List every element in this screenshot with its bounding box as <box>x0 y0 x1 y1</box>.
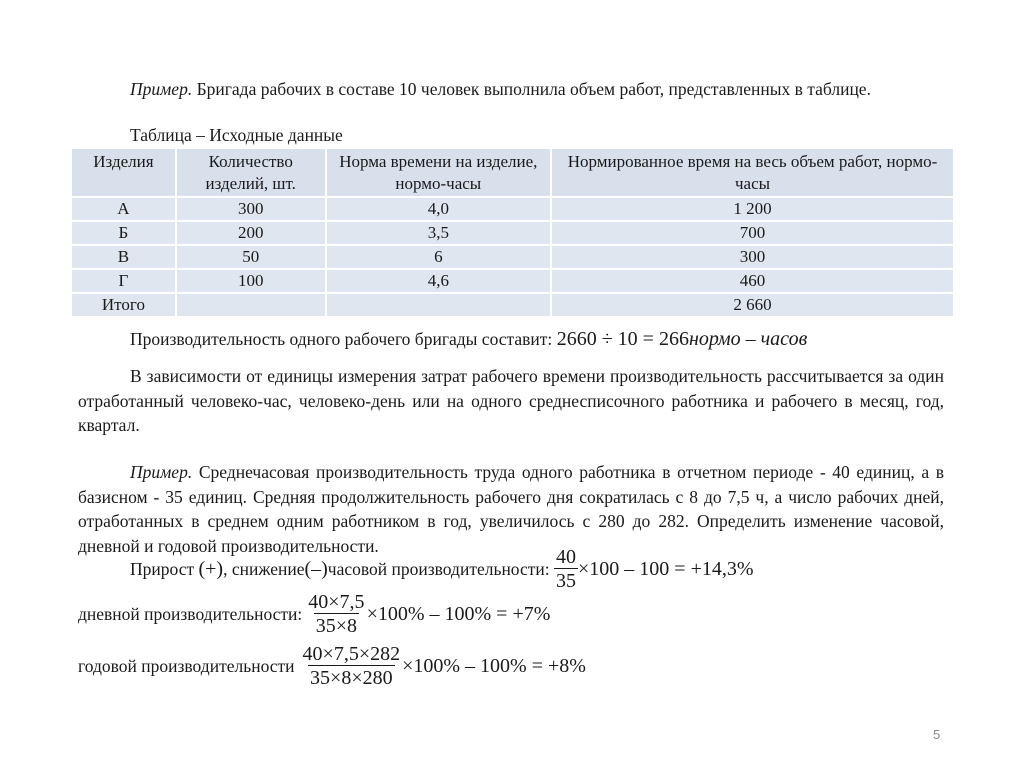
annual-growth-line <box>78 643 586 690</box>
page-number: 5 <box>933 727 941 742</box>
table-header-cell: Изделия <box>71 148 176 197</box>
intro-paragraph <box>78 77 944 102</box>
table-row <box>71 221 954 245</box>
table-cell: Итого <box>71 293 176 317</box>
daily-denominator: 35×8 <box>315 615 358 637</box>
table-cell: Б <box>71 221 176 245</box>
annual-result: ×100% – 100% = +8% <box>402 655 586 677</box>
table-row <box>71 245 954 269</box>
hourly-result: ×100 – 100 = +14,3% <box>578 558 754 580</box>
table-header-cell: Нормированное время на весь объем работ, нормо-часы <box>551 148 954 197</box>
table-cell: Г <box>71 269 176 293</box>
example2-label: Пример. <box>130 462 193 482</box>
example2-paragraph <box>78 460 944 558</box>
table-cell: 2 660 <box>551 293 954 317</box>
annual-label: годовой производительности <box>78 656 295 676</box>
growth-minus-sign: (–) <box>304 558 328 580</box>
table-cell: А <box>71 197 176 221</box>
daily-label: дневной производительности: <box>78 604 303 624</box>
annual-numerator: 40×7,5×282 <box>302 643 401 665</box>
growth-mid: , снижение <box>223 559 305 579</box>
source-data-table <box>70 147 955 318</box>
productivity-formula-unit: нормо – часов <box>688 328 808 350</box>
table-header-row <box>71 148 954 197</box>
table-cell: 700 <box>551 221 954 245</box>
table-cell: 6 <box>326 245 551 269</box>
table-cell: 300 <box>551 245 954 269</box>
daily-fraction <box>306 591 366 638</box>
annual-fraction <box>301 643 403 690</box>
daily-numerator: 40×7,5 <box>308 591 365 613</box>
table-cell: 4,0 <box>326 197 551 221</box>
table-cell: 300 <box>176 197 326 221</box>
example2-text: Среднечасовая производительность труда одного работника в отчетном периоде - 40 единиц, а в базисном - 35 единиц. Средняя продолжительность рабочего дня сократилась с 8 до 7,5 ч, а число рабочих дней, отработанных в среднем одним работником в год, увеличилось с 280 до 282. Определить изменение часовой, дневной и годовой производительности. <box>78 462 945 556</box>
hourly-denominator: 35 <box>556 570 577 592</box>
table-cell: 4,6 <box>326 269 551 293</box>
table-cell <box>326 293 551 317</box>
productivity-formula-numbers: 2660 ÷ 10 = 266 <box>556 328 689 350</box>
growth-prefix: Прирост <box>130 559 195 579</box>
table-cell: 50 <box>176 245 326 269</box>
table-cell: 100 <box>176 269 326 293</box>
table-row <box>71 197 954 221</box>
table-cell: 3,5 <box>326 221 551 245</box>
hourly-numerator: 40 <box>556 546 577 568</box>
growth-plus-sign: (+) <box>198 558 224 580</box>
table-total-row <box>71 293 954 317</box>
table-cell: В <box>71 245 176 269</box>
annual-denominator: 35×8×280 <box>310 667 393 689</box>
hourly-fraction <box>554 546 578 593</box>
units-paragraph: В зависимости от единицы измерения затрат рабочего времени производительность рассчитывается за один отработанный человеко-час, человеко-день или на одного среднесписочного работника и рабочего в месяц, год, квартал. <box>78 366 944 435</box>
hourly-growth-line <box>130 546 754 593</box>
example-label: Пример. <box>130 79 193 99</box>
table-row <box>71 269 954 293</box>
table-cell: 460 <box>551 269 954 293</box>
daily-result: ×100% – 100% = +7% <box>366 603 551 625</box>
intro-text: Бригада рабочих в составе 10 человек выполнила объем работ, представленных в таблице. <box>196 79 871 99</box>
table-cell: 200 <box>176 221 326 245</box>
table-header-cell: Норма времени на изделие, нормо-часы <box>326 148 551 197</box>
table-cell <box>176 293 326 317</box>
growth-suffix: часовой производительности: <box>327 559 550 579</box>
table-header-cell: Количество изделий, шт. <box>176 148 326 197</box>
productivity-text: Производительность одного рабочего бригады составит: <box>130 329 553 349</box>
table-caption: Таблица – Исходные данные <box>130 125 343 145</box>
productivity-line <box>130 326 807 352</box>
table-cell: 1 200 <box>551 197 954 221</box>
productivity-formula <box>557 328 808 350</box>
daily-growth-line <box>78 591 550 638</box>
